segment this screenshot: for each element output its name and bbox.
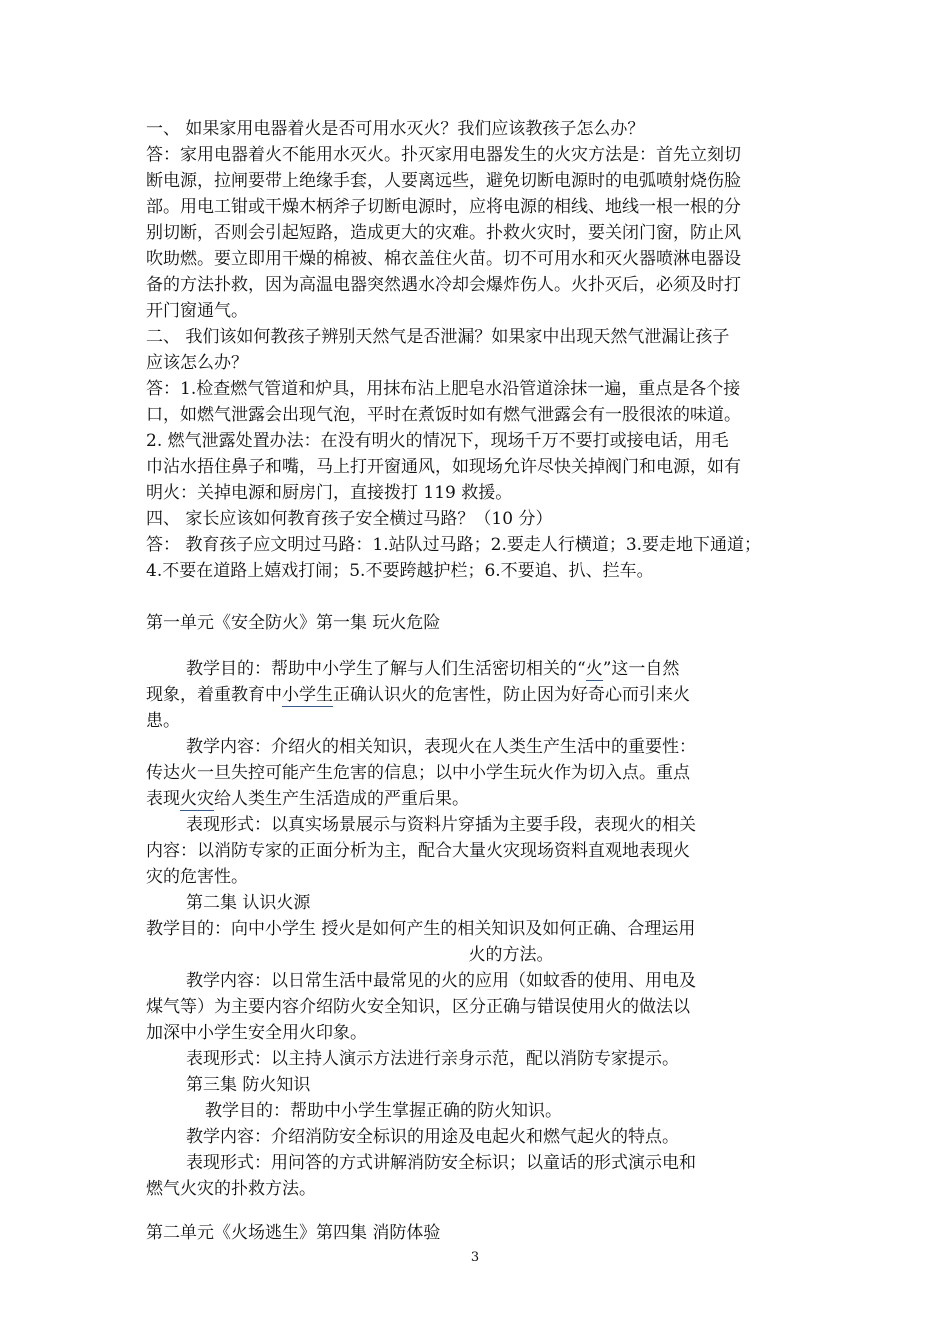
answer-2-line: 答：1.检查燃气管道和炉具，用抹布沾上肥皂水沿管道涂抹一遍，重点是各个接 xyxy=(146,379,741,399)
text-segment: ”这一自然 xyxy=(602,659,680,679)
episode-2-heading: 第二集 认识火源 xyxy=(186,893,311,913)
answer-1-line: 开门窗通气。 xyxy=(146,301,248,321)
answer-2-line: 巾沾水捂住鼻子和嘴，马上打开窗通风，如现场允许尽快关掉阀门和电源，如有 xyxy=(146,457,741,477)
answer-1-line: 备的方法扑救，因为高温电器突然遇水冷却会爆炸伤人。火扑灭后，必须及时打 xyxy=(146,275,741,295)
episode-1-form-line: 灾的危害性。 xyxy=(146,867,248,887)
question-2: 二、 我们该如何教孩子辨别天然气是否泄漏？如果家中出现天然气泄漏让孩子 xyxy=(146,327,730,347)
question-1: 一、 如果家用电器着火是否可用水灭火？我们应该教孩子怎么办？ xyxy=(146,119,645,139)
episode-1-content-line: 教学内容：介绍火的相关知识，表现火在人类生产生活中的重要性： xyxy=(186,737,696,757)
answer-2-line: 2. 燃气泄露处置办法：在没有明火的情况下，现场千万不要打或接电话，用毛 xyxy=(146,431,729,451)
unit-2-heading: 第二单元《火场逃生》第四集 消防体验 xyxy=(146,1223,441,1243)
answer-1-line: 部。用电工钳或干燥木柄斧子切断电源时，应将电源的相线、地线一根一根的分 xyxy=(146,197,741,217)
episode-1-purpose-line: 患。 xyxy=(146,711,180,731)
text-segment: 给人类生产生活造成的严重后果。 xyxy=(214,789,469,809)
episode-3-heading: 第三集 防火知识 xyxy=(186,1075,311,1095)
episode-1-purpose-line xyxy=(146,682,816,708)
episode-3-content-line: 教学内容：介绍消防安全标识的用途及电起火和燃气起火的特点。 xyxy=(186,1127,679,1147)
answer-1-line: 吹助燃。要立即用干燥的棉被、棉衣盖住火苗。切不可用水和灭火器喷淋电器设 xyxy=(146,249,741,269)
episode-2-form-line: 表现形式：以主持人演示方法进行亲身示范，配以消防专家提示。 xyxy=(186,1049,679,1069)
question-2-cont: 应该怎么办？ xyxy=(146,353,248,373)
episode-2-purpose-line: 教学目的：向中小学生 授火是如何产生的相关知识及如何正确、合理运用 xyxy=(146,919,696,939)
answer-2-line: 明火：关掉电源和厨房门，直接拨打 119 救援。 xyxy=(146,483,513,503)
episode-2-content-line: 煤气等）为主要内容介绍防火安全知识，区分正确与错误使用火的做法以 xyxy=(146,997,690,1017)
answer-4-line: 答： 教育孩子应文明过马路：1.站队过马路；2.要走人行横道；3.要走地下通道； xyxy=(146,535,762,555)
episode-2-content-line: 加深中小学生安全用火印象。 xyxy=(146,1023,367,1043)
answer-1-line: 别切断，否则会引起短路，造成更大的灾难。扑救火灾时，要关闭门窗，防止风 xyxy=(146,223,741,243)
annotated-word: 火 xyxy=(585,659,603,679)
question-4: 四、 家长应该如何教育孩子安全横过马路？（10 分） xyxy=(146,509,553,529)
episode-3-form-line: 表现形式：用问答的方式讲解消防安全标识；以童话的形式演示电和 xyxy=(186,1153,696,1173)
annotated-word: 火灾 xyxy=(180,789,214,809)
text-segment: 表现 xyxy=(146,789,180,809)
episode-1-form-line: 表现形式：以真实场景展示与资料片穿插为主要手段，表现火的相关 xyxy=(186,815,696,835)
text-segment: 现象，着重教育中 xyxy=(146,685,282,705)
text-segment: 正确认识火的危害性，防止因为好奇心而引来火 xyxy=(333,685,690,705)
text-segment: 教学目的：帮助中小学生了解与人们生活密切相关的“ xyxy=(186,659,586,679)
episode-2-content-line: 教学内容：以日常生活中最常见的火的应用（如蚊香的使用、用电及 xyxy=(186,971,696,991)
annotated-word: 小学生 xyxy=(282,685,333,705)
answer-4-line: 4.不要在道路上嬉戏打闹；5.不要跨越护栏；6.不要追、扒、拦车。 xyxy=(146,561,654,581)
episode-2-purpose-line: 火的方法。 xyxy=(468,945,554,965)
answer-1-line: 断电源，拉闸要带上绝缘手套，人要离远些，避免切断电源时的电弧喷射烧伤脸 xyxy=(146,171,741,191)
episode-1-content-line: 传达火一旦失控可能产生危害的信息；以中小学生玩火作为切入点。重点 xyxy=(146,763,690,783)
episode-1-content-line xyxy=(146,786,816,812)
page-number: 3 xyxy=(470,1250,480,1265)
episode-1-form-line: 内容：以消防专家的正面分析为主，配合大量火灾现场资料直观地表现火 xyxy=(146,841,690,861)
episode-1-purpose-line xyxy=(186,656,856,682)
unit-1-heading: 第一单元《安全防火》第一集 玩火危险 xyxy=(146,613,441,633)
episode-3-form-line: 燃气火灾的扑救方法。 xyxy=(146,1179,316,1199)
episode-3-purpose-line: 教学目的：帮助中小学生掌握正确的防火知识。 xyxy=(205,1101,562,1121)
answer-2-line: 口，如燃气泄露会出现气泡，平时在煮饭时如有燃气泄露会有一股很浓的味道。 xyxy=(146,405,741,425)
answer-1-line: 答：家用电器着火不能用水灭火。扑灭家用电器发生的火灾方法是：首先立刻切 xyxy=(146,145,741,165)
